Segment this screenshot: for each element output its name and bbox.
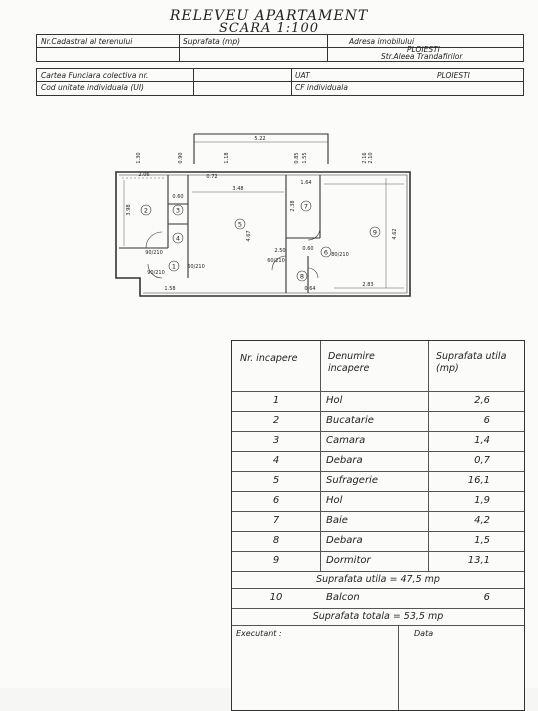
header-nr: Nr. incapere bbox=[240, 353, 298, 364]
table-row: 5 Sufragerie 16,1 bbox=[232, 471, 524, 491]
header-denumire: Denumire incapere bbox=[328, 351, 375, 374]
dim-090: 0.90 bbox=[178, 152, 184, 164]
dim-250: 2.50 bbox=[274, 248, 286, 254]
dim-216: 2.16 bbox=[362, 152, 368, 164]
address-label: Adresa imobilului bbox=[349, 37, 415, 46]
dim-085: 0.85 bbox=[294, 152, 300, 164]
dim-155: 1.55 bbox=[302, 152, 308, 164]
room-number-4: 4 bbox=[175, 234, 181, 243]
room-number-3: 3 bbox=[175, 206, 181, 215]
header-form-top bbox=[36, 34, 524, 62]
floor-plan bbox=[110, 128, 440, 308]
dim-130: 1.30 bbox=[136, 152, 142, 164]
table-row: 2 Bucatarie 6 bbox=[232, 411, 524, 431]
room-number-8: 8 bbox=[299, 272, 305, 281]
dim-living-height: 4.67 bbox=[246, 230, 252, 242]
uat-label: UAT bbox=[295, 71, 310, 80]
dim-bath-height: 2.38 bbox=[290, 200, 296, 212]
book-label: Cartea Funciara colectiva nr. bbox=[41, 71, 149, 80]
uat-value: PLOIESTI bbox=[437, 71, 470, 80]
document-title: RELEVEU APARTAMENT bbox=[169, 8, 369, 24]
dim-closet: 0.64 bbox=[304, 286, 316, 292]
dim-hall-bottom: 1.58 bbox=[164, 286, 176, 292]
dim-118: 1.18 bbox=[224, 152, 230, 164]
cf-label: CF individuala bbox=[295, 83, 348, 92]
door-label-2: 90/210 bbox=[147, 270, 165, 276]
dim-balcony: 5.22 bbox=[254, 136, 266, 142]
dim-072: 0.72 bbox=[206, 174, 218, 180]
outer-wall bbox=[116, 172, 410, 296]
date-label: Data bbox=[414, 629, 434, 638]
dim-living: 3.48 bbox=[232, 186, 244, 192]
room-number-6: 6 bbox=[323, 248, 329, 257]
area-label: Suprafata (mp) bbox=[183, 37, 241, 46]
door-swing-1 bbox=[146, 232, 162, 248]
balcony-row: 10 Balcon 6 bbox=[232, 588, 524, 608]
usable-total: Suprafata utila = 47,5 mp bbox=[232, 571, 524, 588]
address-city: PLOIESTI bbox=[407, 45, 440, 54]
table-row: 4 Debara 0,7 bbox=[232, 451, 524, 471]
dim-060a: 0.60 bbox=[172, 194, 184, 200]
door-label-4: 80/210 bbox=[331, 252, 349, 258]
dim-bath: 1.64 bbox=[300, 180, 312, 186]
door-label-1: 90/210 bbox=[145, 250, 163, 256]
table-row: 7 Baie 4,2 bbox=[232, 511, 524, 531]
table-row: 9 Dormitor 13,1 bbox=[232, 551, 524, 571]
table-row: 3 Camara 1,4 bbox=[232, 431, 524, 451]
dim-bedroom-bottom: 2.83 bbox=[362, 282, 374, 288]
room-number-2: 2 bbox=[143, 206, 149, 215]
room-number-1: 1 bbox=[171, 262, 177, 271]
door-swing-4 bbox=[308, 268, 318, 278]
document-scale: SCARA 1:100 bbox=[218, 21, 319, 36]
dim-060b: 0.60 bbox=[302, 246, 314, 252]
header-suprafata: Suprafata utila (mp) bbox=[436, 351, 507, 374]
executant-label: Executant : bbox=[236, 629, 282, 638]
room-number-7: 7 bbox=[303, 202, 309, 211]
room-number-9: 9 bbox=[372, 228, 378, 237]
dim-210: 2.10 bbox=[368, 152, 374, 164]
header-form-bottom bbox=[36, 68, 524, 96]
signature-block bbox=[232, 625, 524, 710]
table-row: 8 Debara 1,5 bbox=[232, 531, 524, 551]
table-row: 1 Hol 2,6 bbox=[232, 391, 524, 411]
dim-kitchen-width: 2.06 bbox=[138, 172, 150, 178]
cadastral-label: Nr.Cadastral al terenului bbox=[41, 37, 133, 46]
grand-total: Suprafata totala = 53,5 mp bbox=[232, 608, 524, 625]
table-row: 6 Hol 1,9 bbox=[232, 491, 524, 511]
door-label-3: 60/210 bbox=[187, 264, 205, 270]
dim-kitchen-height: 3.98 bbox=[126, 204, 132, 216]
unit-code-label: Cod unitate individuala (UI) bbox=[41, 83, 144, 92]
room-number-5: 5 bbox=[237, 220, 243, 229]
table-header bbox=[232, 341, 524, 391]
door-label-5: 60/210 bbox=[267, 258, 285, 264]
dim-bedroom-height: 4.62 bbox=[392, 228, 398, 240]
address-street: Str.Aleea Trandafirilor bbox=[381, 52, 463, 61]
rooms-table bbox=[231, 340, 525, 711]
